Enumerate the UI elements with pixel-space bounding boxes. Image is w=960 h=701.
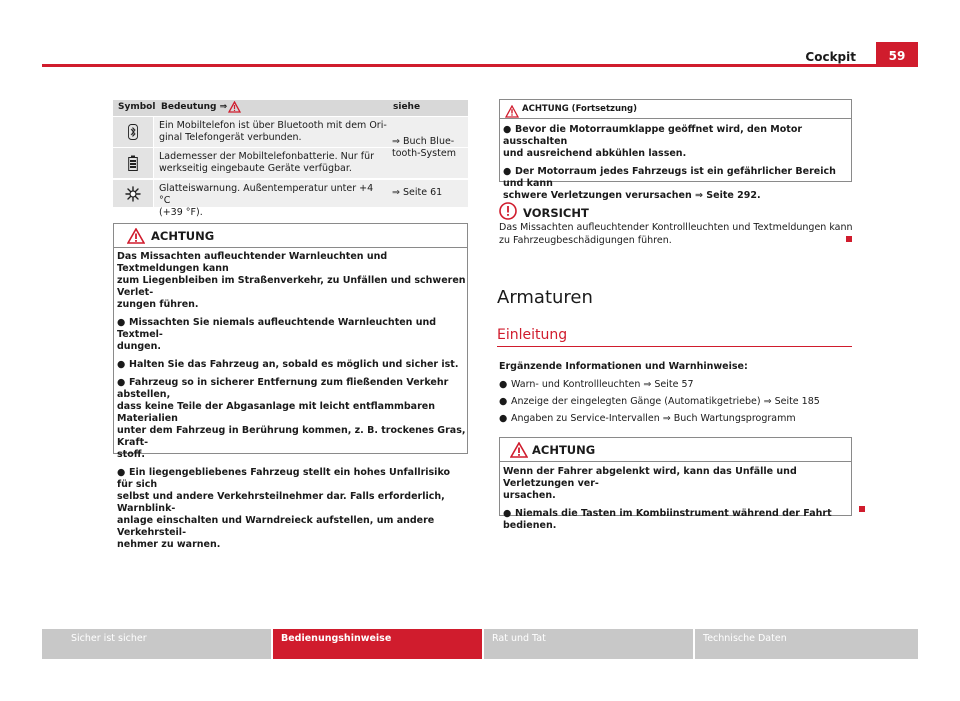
list-item: ● Bevor die Motorraumklappe geöffnet wird, den Motor ausschalten und ausreichend abkühlen lassen. — [503, 124, 803, 159]
row-description: Lademesser der Mobiltelefonbatterie. Nur für werkseitig eingebaute Geräte verfügbar. — [159, 151, 375, 174]
row-description: Ein Mobiltelefon ist über Bluetooth mit dem Ori- ginal Telefongerät verbunden. — [159, 120, 387, 143]
list-item: ● Halten Sie das Fahrzeug an, sobald es möglich und sicher ist. — [117, 359, 459, 370]
caution-text: Das Missachten aufleuchtender Kontrollleuchten und Textmeldungen kann zu Fahrzeugbeschädigungen führen. — [499, 222, 853, 246]
warning-text: Wenn der Fahrer abgelenkt wird, kann das Unfälle und Verletzungen ver- ursachen. ● Niemals die Tasten im Kombiinstrument während der Fahrt bedienen. — [503, 466, 853, 538]
list-item: ● Ein liegengebliebenes Fahrzeug stellt ein hohes Unfallrisiko für sich selbst und andere Verkehrsteilnehmer dar. Falls erforderlich, Warnblink- anlage einschalten und Warndreieck aufstellen, um andere Verkehrsteil- nehmer zu warnen. — [117, 467, 451, 550]
warning-triangle-icon — [228, 101, 241, 116]
warning-box-header — [500, 100, 851, 119]
bluetooth-icon — [128, 124, 138, 140]
warning-box — [113, 223, 468, 550]
warning-box-header — [500, 438, 851, 462]
battery-icon — [128, 155, 138, 171]
footer-tab-technical[interactable]: Technische Daten — [695, 629, 918, 659]
col-symbol: Symbol — [118, 102, 156, 112]
caution-title: VORSICHT — [523, 206, 589, 220]
section-title: Armaturen — [497, 287, 593, 308]
warning-title: ACHTUNG — [532, 443, 596, 457]
warning-box — [499, 437, 852, 531]
chapter-title: Cockpit — [805, 50, 856, 64]
warning-triangle-icon — [127, 228, 145, 248]
warning-text — [503, 124, 853, 208]
list-item: ● Der Motorraum jedes Fahrzeugs ist ein gefährlicher Bereich und kann schwere Verletzungen verursachen ⇒ Seite 292. — [503, 166, 836, 201]
table-header — [113, 100, 468, 116]
warning-title: ACHTUNG — [151, 229, 215, 243]
caution-icon — [499, 202, 517, 224]
info-lead: Ergänzende Informationen und Warnhinweise: — [499, 361, 748, 372]
warning-box-continued — [499, 99, 852, 201]
col-see: siehe — [393, 102, 421, 112]
footer-tab-operating[interactable]: Bedienungshinweise — [273, 629, 482, 659]
list-item: ● Niemals die Tasten im Kombiinstrument während der Fahrt bedienen. — [503, 508, 832, 531]
col-meaning: Bedeutung ⇒ — [161, 102, 228, 112]
page-number: 59 — [876, 42, 918, 67]
warning-triangle-icon — [510, 442, 528, 462]
row-description: Glatteiswarnung. Außentemperatur unter +4 °C (+39 °F). — [159, 183, 374, 218]
symbol-cell — [113, 117, 154, 147]
snowflake-icon — [125, 186, 141, 202]
list-item: ● Warn- und Kontrollleuchten ⇒ Seite 57 — [499, 379, 694, 390]
list-item: ● Anzeige der eingelegten Gänge (Automatikgetriebe) ⇒ Seite 185 — [499, 396, 820, 407]
list-item: ● Angaben zu Service-Intervallen ⇒ Buch Wartungsprogramm — [499, 413, 796, 424]
warning-text: Das Missachten aufleuchtender Warnleuchten und Textmeldungen kann zum Liegenbleiben im Straßenverkehr, zu Unfällen und schweren Verlet- zungen führen. ● Missachten Sie niemals aufleuchtende Warnleuchten und Textmel- dungen. ● Halten Sie das Fahrzeug an, sobald es möglich und sicher ist. ● Fahrzeug so in sicherer Entfernung zum fließenden Verkehr abstellen, dass keine Teile der Abgasanlage mit leicht entflammbaren Materialien unter dem Fahrzeug in Berührung kommen, z. B. trockenes Gras, Kraft- stoff. ● Ein liegengebliebenes Fahrzeug stellt ein hohes Unfallrisiko für sich selbst und andere Verkehrsteilnehmer dar. Falls erforderlich, Warnblink- anlage einschalten und Warndreieck aufstellen, um andere Verkehrsteil- nehmer zu warnen. — [117, 251, 466, 550]
subtitle-rule — [497, 346, 852, 347]
symbol-cell — [113, 180, 154, 207]
footer-tab-tips[interactable]: Rat und Tat — [484, 629, 693, 659]
reference-page-61: ⇒ Seite 61 — [392, 187, 443, 198]
footer-tab-safety[interactable]: Sicher ist sicher — [42, 629, 271, 659]
symbol-cell — [113, 148, 154, 178]
table-row — [113, 180, 468, 218]
list-item: ● Fahrzeug so in sicherer Entfernung zum fließenden Verkehr abstellen, dass keine Teile der Abgasanlage mit leicht entflammbaren Materialien unter dem Fahrzeug in Berührung kommen, z. B. trockenes Gras, Kraft- stoff. — [117, 377, 466, 460]
end-marker — [846, 236, 852, 242]
reference-bluetooth-system: ⇒ Buch Blue- tooth-System — [392, 136, 456, 159]
warning-title: ACHTUNG (Fortsetzung) — [522, 104, 638, 114]
header-rule — [42, 64, 918, 67]
section-subtitle: Einleitung — [497, 327, 568, 343]
end-marker — [859, 506, 865, 512]
list-item: ● Missachten Sie niemals aufleuchtende Warnleuchten und Textmel- dungen. — [117, 317, 437, 352]
warning-triangle-icon — [505, 103, 519, 122]
warning-box-header — [114, 224, 467, 248]
